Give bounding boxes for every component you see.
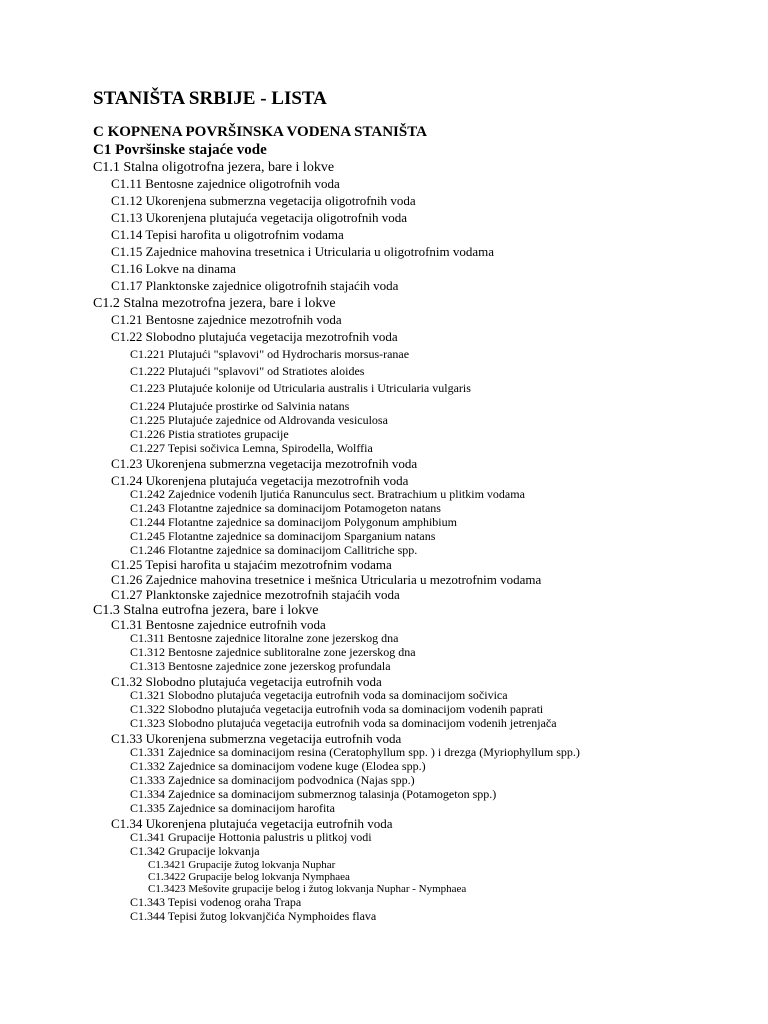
habitat-entry-level-3: C1.221 Plutajući "splavovi" od Hydrocharis morsus-ranae: [130, 347, 410, 361]
subsection-heading: C1 Površinske stajaće vode: [93, 142, 267, 158]
habitat-entry-level-4: C1.3423 Mešovite grupacije belog i žutog lokvanja Nuphar - Nymphaea: [148, 883, 467, 895]
habitat-entry-level-3: C1.341 Grupacije Hottonia palustris u plitkoj vodi: [130, 830, 372, 844]
habitat-entry-level-2: C1.17 Planktonske zajednice oligotrofnih stajaćih voda: [111, 278, 399, 293]
habitat-entry-level-3: C1.312 Bentosne zajednice sublitoralne zone jezerskog dna: [130, 645, 416, 659]
habitat-entry-level-3: C1.321 Slobodno plutajuća vegetacija eutrofnih voda sa dominacijom sočivica: [130, 688, 508, 702]
habitat-entry-level-3: C1.242 Zajednice vodenih ljutića Ranunculus sect. Bratrachium u plitkim vodama: [130, 487, 525, 501]
habitat-entry-level-2: C1.25 Tepisi harofita u stajaćim mezotrofnim vodama: [111, 557, 392, 572]
habitat-entry-level-2: C1.33 Ukorenjena submerzna vegetacija eutrofnih voda: [111, 731, 402, 746]
habitat-entry-level-3: C1.224 Plutajuće prostirke od Salvinia natans: [130, 399, 350, 413]
habitat-entry-level-4: C1.3421 Grupacije žutog lokvanja Nuphar: [148, 859, 336, 871]
habitat-entry-level-2: C1.12 Ukorenjena submerzna vegetacija oligotrofnih voda: [111, 193, 416, 208]
habitat-entry-level-1: C1.1 Stalna oligotrofna jezera, bare i lokve: [93, 160, 335, 175]
habitat-entry-level-1: C1.3 Stalna eutrofna jezera, bare i lokve: [93, 603, 319, 618]
habitat-entry-level-2: C1.31 Bentosne zajednice eutrofnih voda: [111, 617, 326, 632]
section-heading: C KOPNENA POVRŠINSKA VODENA STANIŠTA: [93, 124, 427, 140]
habitat-entry-level-2: C1.22 Slobodno plutajuća vegetacija mezotrofnih voda: [111, 329, 398, 344]
habitat-entry-level-2: C1.26 Zajednice mahovina tresetnice i mešnica Utricularia u mezotrofnim vodama: [111, 572, 542, 587]
habitat-entry-level-3: C1.244 Flotantne zajednice sa dominacijom Polygonum amphibium: [130, 515, 457, 529]
habitat-entry-level-3: C1.313 Bentosne zajednice zone jezerskog profundala: [130, 659, 391, 673]
habitat-entry-level-3: C1.323 Slobodno plutajuća vegetacija eutrofnih voda sa dominacijom vodenih jetrenjača: [130, 716, 557, 730]
habitat-entry-level-3: C1.322 Slobodno plutajuća vegetacija eutrofnih voda sa dominacijom vodenih paprati: [130, 702, 544, 716]
habitat-entry-level-3: C1.343 Tepisi vodenog oraha Trapa: [130, 895, 302, 909]
habitat-entry-level-3: C1.333 Zajednice sa dominacijom podvodnica (Najas spp.): [130, 773, 415, 787]
habitat-entry-level-2: C1.24 Ukorenjena plutajuća vegetacija mezotrofnih voda: [111, 473, 409, 488]
habitat-entry-level-3: C1.334 Zajednice sa dominacijom submerznog talasinja (Potamogeton spp.): [130, 787, 497, 801]
habitat-entry-level-2: C1.16 Lokve na dinama: [111, 261, 236, 276]
habitat-entry-level-2: C1.32 Slobodno plutajuća vegetacija eutrofnih voda: [111, 674, 382, 689]
habitat-entry-level-2: C1.13 Ukorenjena plutajuća vegetacija oligotrofnih voda: [111, 210, 408, 225]
habitat-entry-level-3: C1.344 Tepisi žutog lokvanjčića Nymphoides flava: [130, 909, 377, 923]
habitat-entry-level-3: C1.311 Bentosne zajednice litoralne zone jezerskog dna: [130, 631, 399, 645]
habitat-entry-level-3: C1.243 Flotantne zajednice sa dominacijom Potamogeton natans: [130, 501, 441, 515]
habitat-entry-level-2: C1.15 Zajednice mahovina tresetnica i Utricularia u oligotrofnim vodama: [111, 244, 495, 259]
habitat-entry-level-3: C1.245 Flotantne zajednice sa dominacijom Sparganium natans: [130, 529, 436, 543]
habitat-entry-level-3: C1.225 Plutajuće zajednice od Aldrovanda vesiculosa: [130, 413, 388, 427]
habitat-entry-level-1: C1.2 Stalna mezotrofna jezera, bare i lokve: [93, 296, 336, 311]
habitat-entry-level-2: C1.21 Bentosne zajednice mezotrofnih voda: [111, 312, 342, 327]
habitat-entry-level-4: C1.3422 Grupacije belog lokvanja Nymphaea: [148, 871, 350, 883]
habitat-entry-level-3: C1.246 Flotantne zajednice sa dominacijom Callitriche spp.: [130, 543, 418, 557]
habitat-entry-level-2: C1.27 Planktonske zajednice mezotrofnih stajaćih voda: [111, 587, 400, 602]
habitat-entry-level-3: C1.222 Plutajući "splavovi" od Stratiotes aloides: [130, 364, 365, 378]
habitat-entry-level-3: C1.227 Tepisi sočivica Lemna, Spirodella, Wolffia: [130, 441, 373, 455]
habitat-entry-level-2: C1.14 Tepisi harofita u oligotrofnim vodama: [111, 227, 344, 242]
habitat-entry-level-3: C1.226 Pistia stratiotes grupacije: [130, 427, 289, 441]
habitat-entry-level-2: C1.11 Bentosne zajednice oligotrofnih voda: [111, 176, 340, 191]
habitat-entry-level-3: C1.332 Zajednice sa dominacijom vodene kuge (Elodea spp.): [130, 759, 426, 773]
habitat-entry-level-3: C1.331 Zajednice sa dominacijom resina (Ceratophyllum spp. ) i drezga (Myriophyllum spp.): [130, 745, 580, 759]
document-title: STANIŠTA SRBIJE - LISTA: [93, 88, 327, 109]
habitat-entry-level-3: C1.335 Zajednice sa dominacijom harofita: [130, 801, 335, 815]
habitat-entry-level-2: C1.23 Ukorenjena submerzna vegetacija mezotrofnih voda: [111, 456, 418, 471]
habitat-entry-level-3: C1.342 Grupacije lokvanja: [130, 844, 260, 858]
habitat-entry-level-2: C1.34 Ukorenjena plutajuća vegetacija eutrofnih voda: [111, 816, 393, 831]
habitat-entry-level-3: C1.223 Plutajuće kolonije od Utricularia australis i Utricularia vulgaris: [130, 381, 471, 395]
